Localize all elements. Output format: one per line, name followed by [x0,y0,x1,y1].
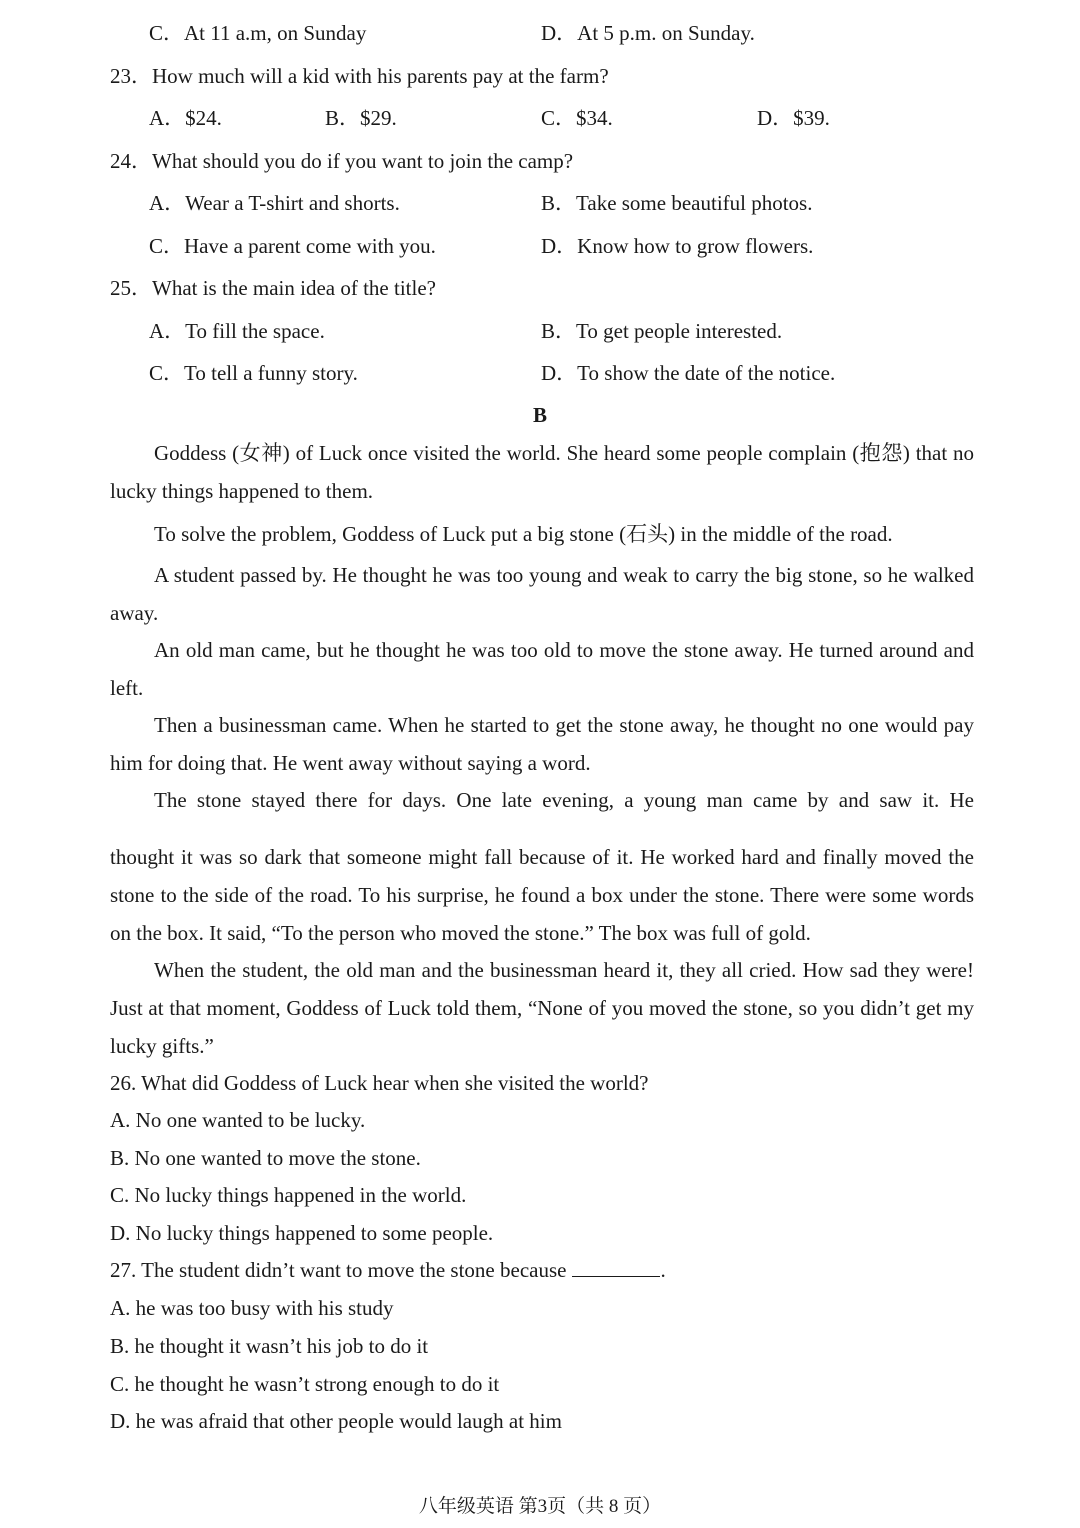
passage-paragraph-7: When the student, the old man and the businessman heard it, they all cried. How sad they were! Just at that moment, Goddess of Luck told them, “None of you moved the stone, so you didn’t get my lucky gifts.” [110,958,974,1058]
q25-option-a: A．To fill the space. [149,319,325,343]
answer-blank [572,1258,660,1277]
passage-paragraph-5: Then a businessman came. When he started to get the stone away, he thought no one would pay him for doing that. He went away without saying a word. [110,713,974,775]
page-footer: 八年级英语 第3页（共 8 页） [418,1496,662,1517]
section-heading: B [532,403,547,427]
q27-question-end: . [660,1258,666,1282]
q24-question: 24．What should you do if you want to join the camp? [110,149,574,173]
q27-option-b: B. he thought it wasn’t his job to do it [110,1334,429,1358]
passage-paragraph-1: Goddess (女神) of Luck once visited the world. She heard some people complain (抱怨) that no lucky things happened to them. [110,441,974,503]
q27-question: 27. The student didn’t want to move the stone because [110,1258,567,1282]
q25-option-d: D．To show the date of the notice. [541,361,836,385]
passage-paragraph-2: To solve the problem, Goddess of Luck put a big stone (石头) in the middle of the road. [154,522,893,546]
passage-paragraph-6-start: The stone stayed there for days. One late evening, a young man came by and saw it. He [154,788,974,812]
q26-option-a: A. No one wanted to be lucky. [110,1108,366,1132]
q26-option-c: C. No lucky things happened in the world. [110,1183,467,1207]
q27-option-a: A. he was too busy with his study [110,1296,394,1320]
q26-option-b: B. No one wanted to move the stone. [110,1146,421,1170]
q23-question: 23．How much will a kid with his parents pay at the farm? [110,64,609,88]
q24-option-b: B．Take some beautiful photos. [541,191,813,215]
q23-option-d: D．$39. [757,106,830,130]
q27-question-line [110,1257,666,1283]
q23-option-b: B．$29. [325,106,397,130]
q23-option-a: A．$24. [149,106,222,130]
q26-option-d: D. No lucky things happened to some people. [110,1221,494,1245]
passage-paragraph-6-cont: thought it was so dark that someone might fall because of it. He worked hard and finally moved the stone to the side of the road. To his surprise, he found a box under the stone. There were some words on the box. It said, “To the person who moved the stone.” The box was full of gold. [110,845,974,945]
q24-option-a: A．Wear a T-shirt and shorts. [149,191,400,215]
q27-option-d: D. he was afraid that other people would laugh at him [110,1409,562,1433]
q25-option-b: B．To get people interested. [541,319,783,343]
q26-question: 26. What did Goddess of Luck hear when she visited the world? [110,1071,649,1095]
q22-option-d: D．At 5 p.m. on Sunday. [541,21,755,45]
q23-option-c: C．$34. [541,106,613,130]
passage-paragraph-4: An old man came, but he thought he was too old to move the stone away. He turned around and left. [110,638,974,700]
passage-paragraph-3: A student passed by. He thought he was too young and weak to carry the big stone, so he walked away. [110,563,974,625]
q25-question: 25．What is the main idea of the title? [110,276,436,300]
q22-option-c: C．At 11 a.m, on Sunday [149,21,367,45]
q24-option-d: D．Know how to grow flowers. [541,234,814,258]
q25-option-c: C．To tell a funny story. [149,361,358,385]
q27-option-c: C. he thought he wasn’t strong enough to do it [110,1372,500,1396]
q24-option-c: C．Have a parent come with you. [149,234,436,258]
